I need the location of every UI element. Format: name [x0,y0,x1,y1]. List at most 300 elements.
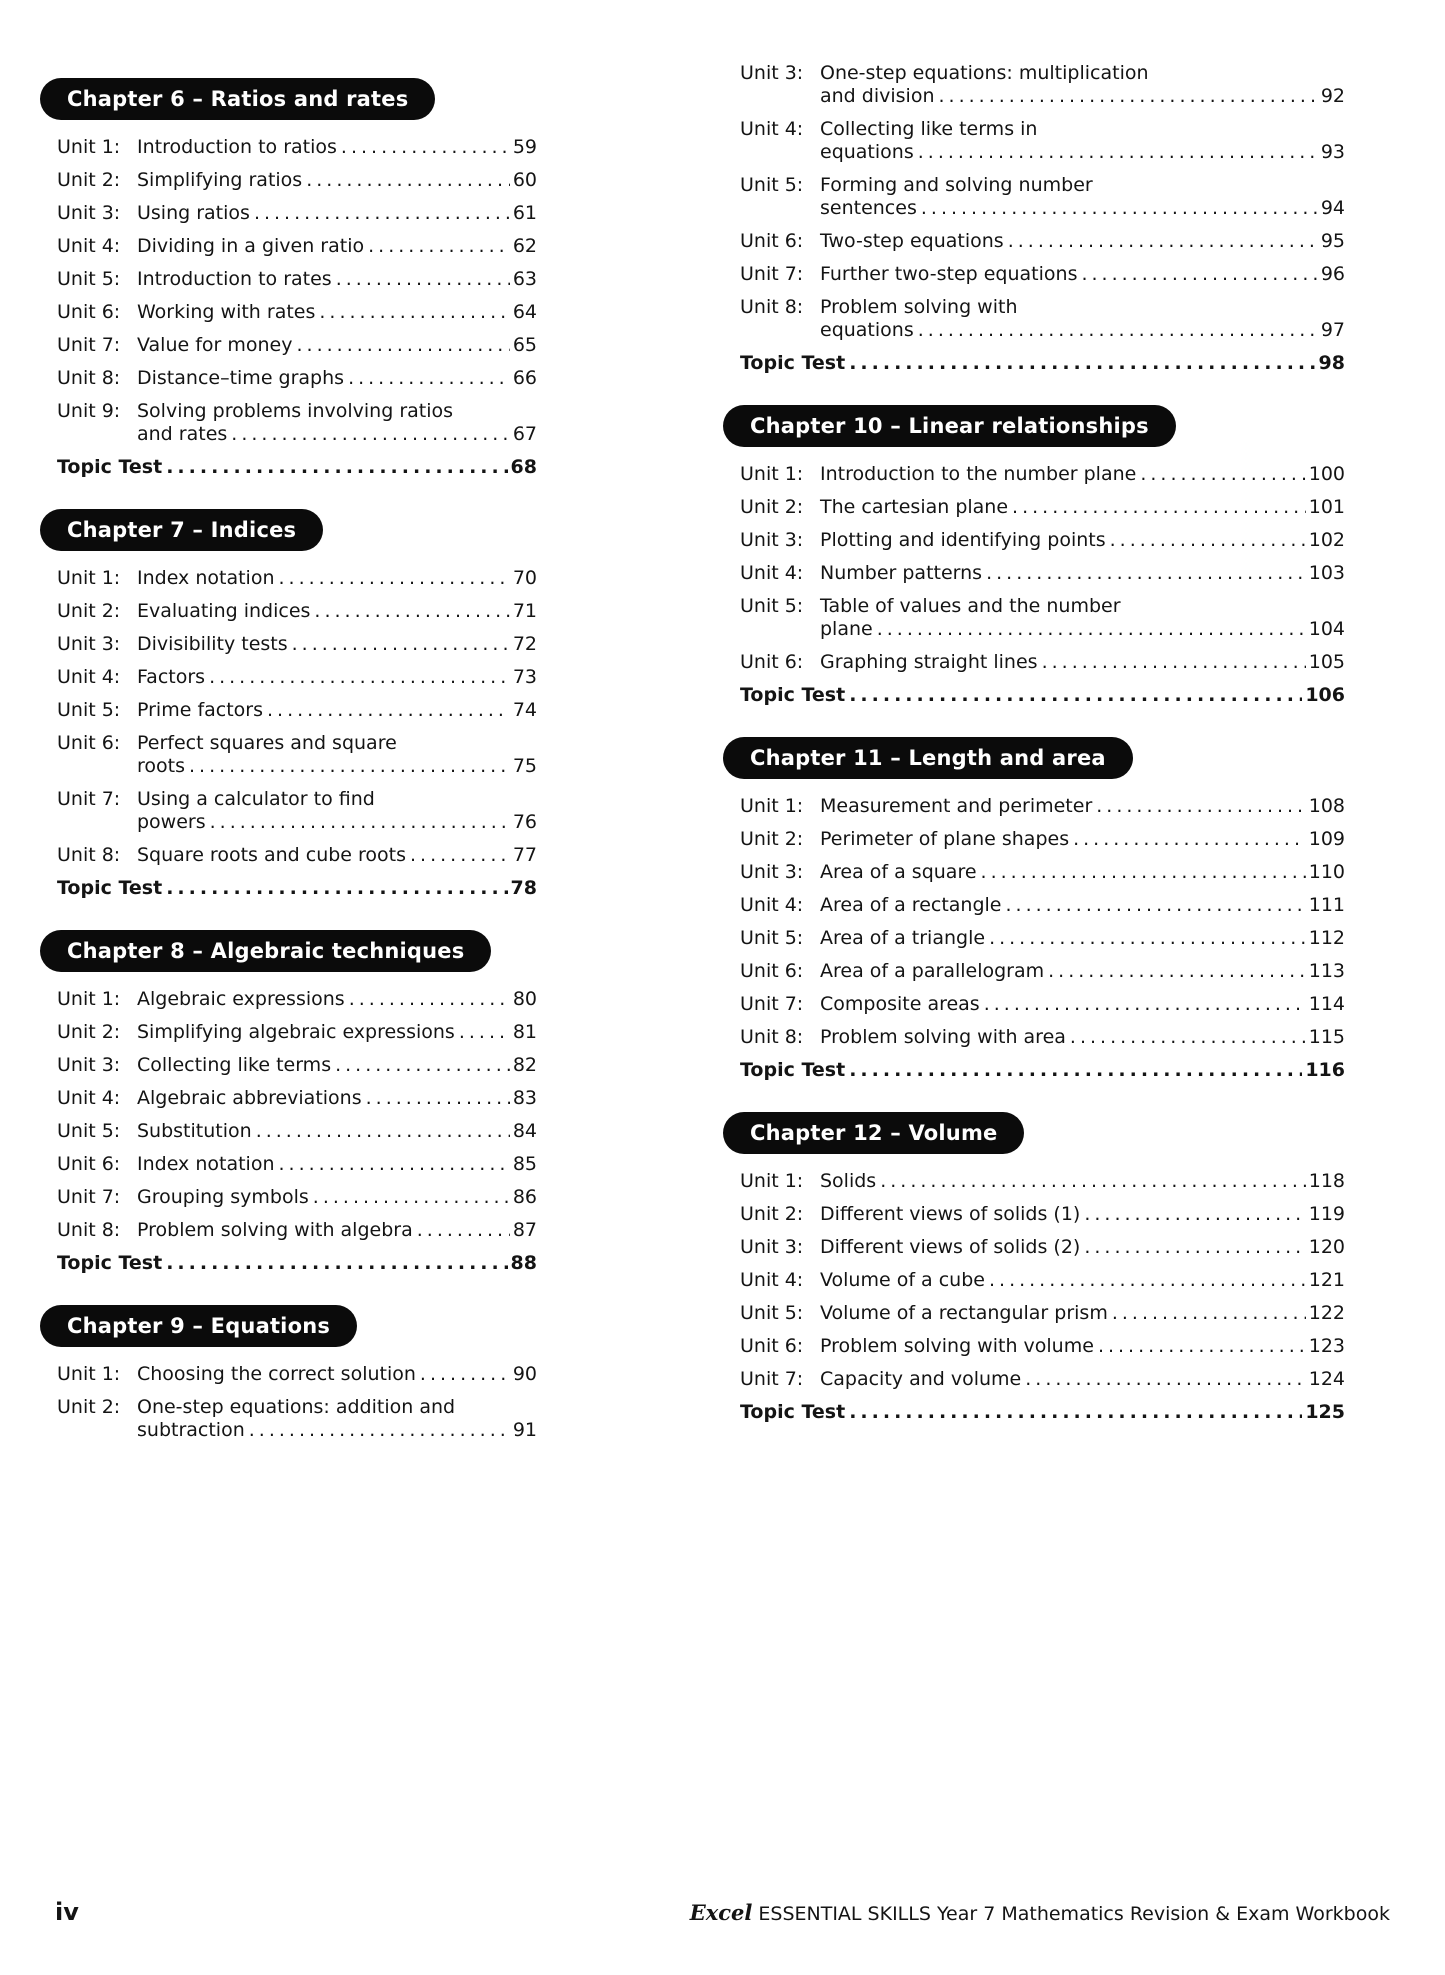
dot-leader [417,1219,510,1242]
entry-body [57,456,537,479]
unit-label: Unit 8: [57,367,121,389]
entry-line [820,595,1345,618]
toc-entry [40,1021,537,1044]
entry-page-number: 94 [1320,197,1345,219]
entry-page-number: 96 [1320,263,1345,285]
dot-leader [189,755,510,778]
entry-title: Topic Test [57,877,163,899]
entry-title: Choosing the correct solution [137,1363,416,1385]
unit-label: Unit 7: [740,993,804,1015]
entry-body [137,1021,537,1044]
entry-line [820,993,1345,1016]
entry-page-number: 84 [512,1120,537,1142]
entry-body [137,400,537,446]
unit-label: Unit 2: [57,600,121,622]
entry-body [137,1219,537,1242]
dot-leader [880,1170,1306,1193]
dot-leader [256,1120,510,1143]
toc-entry [40,788,537,834]
topic-test-row [723,352,1345,375]
dot-leader [1008,230,1318,253]
unit-label: Unit 4: [57,666,121,688]
entry-body [820,894,1345,917]
entry-line [740,684,1345,707]
entry-body [137,1396,537,1442]
toc-entry [40,666,537,689]
entry-body [820,562,1345,585]
dot-leader [921,197,1318,220]
entry-body [137,666,537,689]
entry-line [137,988,537,1011]
toc-entry [40,1396,537,1442]
entry-line-continued [820,197,1345,220]
toc-entry [723,496,1345,519]
entry-title: Different views of solids (2) [820,1236,1081,1258]
unit-label: Unit 6: [740,1335,804,1357]
dot-leader [1096,795,1305,818]
entry-title: Topic Test [57,1252,163,1274]
dot-leader [981,861,1306,884]
entry-line-continued [820,319,1345,342]
entry-body [820,496,1345,519]
entry-page-number: 115 [1308,1026,1345,1048]
unit-label: Unit 5: [740,595,804,617]
entry-line [820,496,1345,519]
entry-line [820,463,1345,486]
entry-page-number: 81 [512,1021,537,1043]
entry-line [137,1219,537,1242]
toc-entry [723,1302,1345,1325]
entry-page-number: 108 [1308,795,1345,817]
unit-label: Unit 7: [57,334,121,356]
entry-body [137,301,537,324]
unit-label: Unit 8: [57,1219,121,1241]
entry-title: Problem solving with area [820,1026,1066,1048]
entry-line [137,1153,537,1176]
entry-title: Volume of a cube [820,1269,985,1291]
dot-leader [1048,960,1306,983]
dot-leader [368,235,510,258]
entry-page-number: 106 [1305,684,1345,706]
entry-title: Number patterns [820,562,983,584]
entry-body [820,927,1345,950]
entry-title: Grouping symbols [137,1186,309,1208]
entry-body [137,136,537,159]
chapter-section [40,1305,537,1442]
unit-label: Unit 3: [57,633,121,655]
dot-leader [1098,1335,1306,1358]
entry-line [137,400,537,423]
toc-entry [723,463,1345,486]
excel-brand-logo: Excel [689,1900,753,1925]
toc-entry [40,600,537,623]
unit-label: Unit 6: [740,230,804,252]
entry-page-number: 61 [512,202,537,224]
entry-body [137,202,537,225]
entry-title-continued: equations [820,319,914,341]
entry-page-number: 92 [1320,85,1345,107]
entry-title: Further two-step equations [820,263,1078,285]
entry-body [820,1335,1345,1358]
unit-label: Unit 2: [57,1021,121,1043]
entry-title: Distance–time graphs [137,367,345,389]
toc-entry [723,529,1345,552]
toc-entry [723,795,1345,818]
dot-leader [1073,828,1306,851]
dot-leader [459,1021,510,1044]
dot-leader [1042,651,1306,674]
entry-line [137,1186,537,1209]
entry-line [820,118,1345,141]
unit-label: Unit 3: [740,1236,804,1258]
toc-entry [40,235,537,258]
entry-line [137,1396,537,1419]
unit-label: Unit 1: [57,1363,121,1385]
entry-body [137,235,537,258]
toc-entry [40,1054,537,1077]
dot-leader [1070,1026,1306,1049]
toc-entry [723,1236,1345,1259]
entry-page-number: 88 [510,1252,537,1274]
entry-body [820,1026,1345,1049]
entry-title-continued: equations [820,141,914,163]
chapter-heading: Chapter 9 – Equations [40,1305,357,1347]
topic-test-row [40,456,537,479]
dot-leader [1012,496,1306,519]
entry-page-number: 66 [512,367,537,389]
entry-line [137,136,537,159]
unit-label: Unit 8: [740,296,804,318]
entry-line [820,795,1345,818]
dot-leader [1025,1368,1305,1391]
dot-leader [1084,1236,1305,1259]
dot-leader [1140,463,1305,486]
toc-entry [40,1219,537,1242]
entry-title-continued: plane [820,618,873,640]
entry-title: Introduction to ratios [137,136,337,158]
entry-body [137,633,537,656]
entry-page-number: 100 [1308,463,1345,485]
entry-body [137,268,537,291]
entry-line [820,62,1345,85]
entry-page-number: 103 [1308,562,1345,584]
dot-leader [306,169,510,192]
dot-leader [231,423,510,446]
entry-line [137,1021,537,1044]
entry-line-continued [137,755,537,778]
entry-body [137,788,537,834]
entry-line [820,562,1345,585]
entry-title: Capacity and volume [820,1368,1022,1390]
entry-page-number: 93 [1320,141,1345,163]
chapter-heading: Chapter 10 – Linear relationships [723,405,1176,447]
entry-page-number: 74 [512,699,537,721]
entry-page-number: 75 [512,755,537,777]
unit-label: Unit 4: [740,118,804,140]
unit-label: Unit 2: [57,1396,121,1418]
page-footer [55,1898,1390,1926]
entry-title: Topic Test [740,1059,846,1081]
toc-entry [40,699,537,722]
entry-title: Introduction to rates [137,268,332,290]
entry-body [820,463,1345,486]
toc-entry [40,202,537,225]
dot-leader [1112,1302,1306,1325]
toc-entry [40,301,537,324]
entry-title-continued: and rates [137,423,228,445]
entry-title: Graphing straight lines [820,651,1038,673]
entry-title: Topic Test [740,684,846,706]
chapter-heading: Chapter 11 – Length and area [723,737,1133,779]
entry-title: Area of a square [820,861,977,883]
entry-line-continued [820,85,1345,108]
entry-body [820,529,1345,552]
entry-body [820,296,1345,342]
toc-entry [723,296,1345,342]
entry-line [820,174,1345,197]
entry-title: Index notation [137,567,275,589]
entry-line-continued [137,811,537,834]
entry-line [820,1302,1345,1325]
entry-body [820,1170,1345,1193]
entry-page-number: 77 [512,844,537,866]
entry-title: Prime factors [137,699,264,721]
entry-title: Problem solving with [820,296,1018,318]
entry-body [820,1203,1345,1226]
entry-body [137,1120,537,1143]
entry-line [137,699,537,722]
entry-page-number: 85 [512,1153,537,1175]
unit-label: Unit 1: [740,463,804,485]
dot-leader [210,811,510,834]
entry-title: Collecting like terms [137,1054,332,1076]
entry-title-continued: sentences [820,197,917,219]
entry-page-number: 97 [1320,319,1345,341]
chapter-section [40,509,537,900]
dot-leader [989,1269,1306,1292]
toc-entry [40,268,537,291]
unit-label: Unit 9: [57,400,121,422]
entry-title: Divisibility tests [137,633,288,655]
entry-title: Dividing in a given ratio [137,235,365,257]
entry-title: Composite areas [820,993,980,1015]
entry-line [137,1363,537,1386]
dot-leader [986,562,1306,585]
entry-body [820,118,1345,164]
dot-leader [366,1087,510,1110]
entry-page-number: 90 [512,1363,537,1385]
dot-leader [918,319,1318,342]
dot-leader [313,1186,510,1209]
unit-label: Unit 6: [57,1153,121,1175]
toc-entry [40,1120,537,1143]
entry-title: Two-step equations [820,230,1004,252]
unit-label: Unit 2: [740,496,804,518]
chapter-section [40,78,537,479]
entry-body [137,1186,537,1209]
imprint-text: ESSENTIAL SKILLS Year 7 Mathematics Revision & Exam Workbook [758,1903,1390,1925]
unit-label: Unit 5: [740,927,804,949]
toc-entry [723,1026,1345,1049]
entry-body [740,352,1345,375]
dot-leader [249,1419,510,1442]
entry-body [137,367,537,390]
entry-line [137,301,537,324]
entry-page-number: 121 [1308,1269,1345,1291]
entry-line [820,861,1345,884]
dot-leader [1084,1203,1305,1226]
unit-label: Unit 6: [57,732,121,754]
entry-line [820,651,1345,674]
toc-column-right [723,62,1345,1454]
dot-leader [166,1252,507,1275]
unit-label: Unit 1: [57,567,121,589]
chapter-section [723,737,1345,1082]
entry-title: Measurement and perimeter [820,795,1093,817]
toc-entry [40,136,537,159]
unit-label: Unit 1: [57,988,121,1010]
toc-entry [723,927,1345,950]
entry-page-number: 83 [512,1087,537,1109]
entry-page-number: 65 [512,334,537,356]
toc-entry [40,732,537,778]
entry-line [820,230,1345,253]
entry-page-number: 125 [1305,1401,1345,1423]
entry-line [137,1054,537,1077]
unit-label: Unit 3: [740,62,804,84]
entry-line [137,268,537,291]
entry-page-number: 122 [1308,1302,1345,1324]
entry-page-number: 114 [1308,993,1345,1015]
entry-line [137,235,537,258]
entry-line [820,296,1345,319]
dot-leader [279,1153,510,1176]
toc-entry [723,960,1345,983]
toc-entry [40,633,537,656]
toc-entry [723,174,1345,220]
entry-title: Simplifying ratios [137,169,303,191]
entry-line-continued [137,1419,537,1442]
entry-title: Algebraic expressions [137,988,345,1010]
dot-leader [349,988,510,1011]
entry-page-number: 73 [512,666,537,688]
entry-body [137,567,537,590]
unit-label: Unit 8: [57,844,121,866]
entry-page-number: 102 [1308,529,1345,551]
entry-body [820,960,1345,983]
toc-entry [723,894,1345,917]
dot-leader [410,844,510,867]
dot-leader [939,85,1318,108]
entry-line [820,894,1345,917]
toc-entry [40,844,537,867]
entry-body [137,1153,537,1176]
entry-page-number: 112 [1308,927,1345,949]
entry-title: Perimeter of plane shapes [820,828,1070,850]
entry-body [820,828,1345,851]
entry-body [820,651,1345,674]
toc-entry [723,62,1345,108]
unit-label: Unit 6: [740,651,804,673]
entry-body [820,795,1345,818]
unit-label: Unit 2: [57,169,121,191]
entry-line [57,877,537,900]
unit-label: Unit 3: [57,202,121,224]
entry-title-continued: powers [137,811,206,833]
toc-entry [723,828,1345,851]
entry-line [820,1203,1345,1226]
entry-title: Algebraic abbreviations [137,1087,362,1109]
entry-page-number: 95 [1320,230,1345,252]
toc-entry [723,861,1345,884]
dot-leader [849,352,1315,375]
chapter-heading: Chapter 12 – Volume [723,1112,1024,1154]
unit-label: Unit 4: [740,562,804,584]
dot-leader [348,367,510,390]
entry-body [137,1363,537,1386]
chapter-heading: Chapter 7 – Indices [40,509,323,551]
entry-page-number: 109 [1308,828,1345,850]
entry-page-number: 118 [1308,1170,1345,1192]
entry-line [820,1026,1345,1049]
entry-title: Solids [820,1170,877,1192]
entry-page-number: 113 [1308,960,1345,982]
unit-label: Unit 4: [57,235,121,257]
entry-line [57,1252,537,1275]
entry-body [820,993,1345,1016]
entry-title: Area of a parallelogram [820,960,1045,982]
entry-page-number: 72 [512,633,537,655]
dot-leader [849,1401,1302,1424]
entry-line [137,633,537,656]
entry-title: Forming and solving number [820,174,1093,196]
entry-page-number: 124 [1308,1368,1345,1390]
unit-label: Unit 7: [57,1186,121,1208]
entry-line [137,666,537,689]
toc-entry [723,118,1345,164]
entry-line [137,1087,537,1110]
entry-title-continued: subtraction [137,1419,245,1441]
unit-label: Unit 7: [57,788,121,810]
chapter-heading: Chapter 6 – Ratios and rates [40,78,435,120]
entry-title: Introduction to the number plane [820,463,1137,485]
entry-title: Simplifying algebraic expressions [137,1021,455,1043]
entry-body [137,1087,537,1110]
unit-label: Unit 5: [740,174,804,196]
unit-label: Unit 1: [740,795,804,817]
toc-entry [723,1170,1345,1193]
entry-title: Topic Test [740,1401,846,1423]
dot-leader [335,1054,510,1077]
toc-entry [40,1087,537,1110]
entry-body [137,699,537,722]
entry-page-number: 62 [512,235,537,257]
entry-title: Perfect squares and square [137,732,397,754]
entry-body [820,1302,1345,1325]
entry-line [820,1236,1345,1259]
unit-label: Unit 5: [57,699,121,721]
topic-test-row [40,877,537,900]
toc-entry [723,263,1345,286]
entry-line [137,334,537,357]
entry-page-number: 119 [1308,1203,1345,1225]
topic-test-row [723,684,1345,707]
entry-title: Solving problems involving ratios [137,400,454,422]
entry-body [820,263,1345,286]
unit-label: Unit 1: [740,1170,804,1192]
entry-line [820,529,1345,552]
entry-page-number: 68 [510,456,537,478]
